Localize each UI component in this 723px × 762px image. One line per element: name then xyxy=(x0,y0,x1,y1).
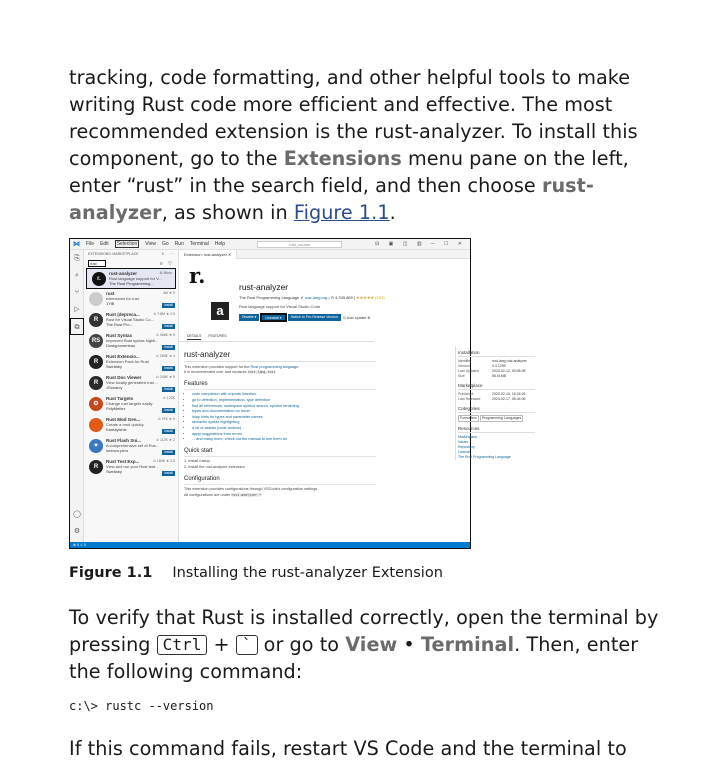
tab-details[interactable]: DETAILS xyxy=(187,334,202,338)
activity-bottom xyxy=(70,506,84,540)
resource-link[interactable]: The Rust Programming Language xyxy=(458,455,511,459)
activity-bar xyxy=(70,250,84,542)
readme-intro2-end: . xyxy=(275,370,277,375)
editor-area xyxy=(179,250,527,542)
intro-paragraph xyxy=(69,64,669,226)
extension-icon: R xyxy=(89,313,103,327)
extension-publisher: JScearcy xyxy=(106,385,123,390)
extension-tagline: Rust language support for Visual Studio Code xyxy=(239,304,321,309)
account-icon[interactable]: ◯ xyxy=(73,511,81,518)
list-item[interactable] xyxy=(84,352,178,373)
rust-analyzer-logo-box: a xyxy=(211,302,229,320)
list-item[interactable] xyxy=(84,310,178,331)
menu-edit[interactable]: Edit xyxy=(100,241,109,247)
trailing-paragraph: If this command fails, restart VS Code and the terminal to xyxy=(69,737,627,760)
extension-meta: ⊙ 122K xyxy=(162,396,175,400)
category-chip[interactable]: Programming Languages xyxy=(481,416,522,420)
install-button[interactable]: Install xyxy=(163,471,173,475)
info-key: Identifier xyxy=(458,359,472,363)
config-text2-pre: All configurations are under xyxy=(184,492,232,497)
feature-item: • inlay hints for types and parameter names xyxy=(192,415,376,421)
source-control-icon[interactable]: ⑂ xyxy=(74,289,80,296)
extension-search-input[interactable]: rust xyxy=(88,260,106,267)
title-bar xyxy=(70,239,470,250)
quick-step-2: 2. Install the rust-analyzer extension. xyxy=(184,464,246,469)
extension-description: Change rust targets easily xyxy=(106,401,153,406)
gear-icon[interactable]: ⚙ xyxy=(73,528,81,535)
intro-end: . xyxy=(389,201,396,224)
extension-side-info xyxy=(455,346,535,460)
category-chip[interactable]: Formatters xyxy=(460,416,477,420)
extension-icon: 🦀 xyxy=(89,418,103,432)
feature-item: • code completion with imports insertion xyxy=(192,392,376,398)
rust-analyzer-term: rust-analyzer xyxy=(69,174,594,224)
install-button[interactable]: Install xyxy=(163,366,173,370)
vendor-domain-link[interactable]: rust-lang.org xyxy=(304,295,328,300)
figure-label: Figure 1.1 xyxy=(69,565,153,581)
extension-header xyxy=(179,259,470,334)
install-button[interactable]: Install xyxy=(163,324,173,328)
rust-analyzer-logo: r. xyxy=(189,263,206,288)
extension-icon: R xyxy=(89,460,103,474)
categories xyxy=(458,415,535,422)
extension-description: Rust for Visual Studio Co... xyxy=(106,317,154,322)
extension-subtitle: The Rust Programming Language ✔ rust-lang.org | ⊙ 4,335,869 | ★★★★★ (231) xyxy=(239,295,385,300)
installation-heading: Installation xyxy=(458,350,535,357)
configuration-heading: Configuration xyxy=(184,477,376,486)
terminal-term: Terminal xyxy=(420,633,515,656)
feature-item: • semantic syntax highlighting xyxy=(192,420,376,426)
info-key: Published xyxy=(458,392,474,396)
features-heading: Features xyxy=(184,382,376,391)
command-center-search[interactable]: rust_course xyxy=(257,241,342,248)
quick-start-heading: Quick start xyxy=(184,449,376,458)
extension-publisher: The Rust Pro... xyxy=(106,322,133,327)
install-button[interactable]: Install xyxy=(163,345,173,349)
extension-meta: ⊙ 366K ★ 5 xyxy=(155,333,175,337)
extension-title: rust-analyzer xyxy=(239,282,289,292)
figure-caption-text: Installing the rust-analyzer Extension xyxy=(172,565,443,581)
extension-name: rust-analyzer xyxy=(109,271,138,276)
feature-item: • find all references, workspace symbol search, symbol renaming xyxy=(192,404,376,410)
extension-publisher: 1YiB xyxy=(106,301,115,306)
extension-meta: ⚙ 86ms xyxy=(159,271,172,275)
extension-publisher: Dustypomerleau xyxy=(106,343,136,348)
list-item[interactable] xyxy=(84,415,178,436)
extension-meta: ⊙ 97K ★ 5 xyxy=(157,417,175,421)
extension-actions xyxy=(239,314,370,321)
extension-icon: R xyxy=(89,376,103,390)
extension-meta: ⊙ 245K ★ 5 xyxy=(155,375,175,379)
sidebar-header xyxy=(84,250,178,259)
extension-search xyxy=(88,260,174,267)
detail-tabs xyxy=(179,334,374,342)
config-text-2 xyxy=(184,493,376,499)
window-buttons[interactable]: ⊟ ▣ ◫ ▥ ─ ☐ ✕ xyxy=(375,241,466,247)
tab-extension-rust-analyzer[interactable]: Extension: rust-analyzer ✕ xyxy=(179,250,237,259)
install-button[interactable]: Install xyxy=(163,450,173,454)
info-value: 0.3.1299 xyxy=(492,364,506,368)
extension-description: View locally generated rust ... xyxy=(106,380,159,385)
disable-button[interactable]: Disable ▾ xyxy=(239,314,259,321)
uninstall-button[interactable]: Uninstall ▾ xyxy=(261,314,285,321)
extension-icon: RS xyxy=(89,334,103,348)
feature-list xyxy=(184,392,376,442)
extension-icon: r. xyxy=(92,272,106,286)
quick-step-1: 1. Install rustup. xyxy=(184,459,211,464)
explorer-icon[interactable]: ⎘ xyxy=(74,255,80,262)
figure-caption xyxy=(69,565,443,581)
info-row xyxy=(458,397,535,402)
menu-help[interactable]: Help xyxy=(214,241,226,247)
extension-name: rust xyxy=(106,291,115,296)
menu-selection[interactable]: Selection xyxy=(116,241,138,247)
extension-item-rust-analyzer[interactable] xyxy=(86,268,176,289)
extension-name: Rust Mod Gen... xyxy=(106,417,141,422)
rust-language-link[interactable]: Rust programming language xyxy=(250,364,299,369)
categories-heading: Categories xyxy=(458,406,535,413)
extension-description: A comprehensive set of Rus... xyxy=(106,443,160,448)
verify-text-2: or go to xyxy=(257,633,346,656)
auto-update-checkbox[interactable]: ☑ Auto Update ⚙ xyxy=(342,315,371,320)
resource-link[interactable]: Marketplace xyxy=(458,435,478,439)
config-code: rust-analyzer.* xyxy=(231,492,262,497)
extension-publisher: Kamaylshie xyxy=(106,427,127,432)
verify-text: To verify that Rust is installed correctly, open the terminal by pressing xyxy=(69,606,659,656)
readme-code: rust-lang.rust xyxy=(247,370,276,375)
extension-description: extensions for rust xyxy=(106,296,139,301)
resource-link[interactable]: License xyxy=(458,450,471,454)
info-row xyxy=(458,374,535,379)
extension-name: Rust Doc Viewer xyxy=(106,375,142,380)
extension-publisher: Swellaby xyxy=(106,364,123,369)
install-count: ⊙ 4,335,869 xyxy=(330,295,353,300)
extension-icon: ✦ xyxy=(89,439,103,453)
switch-prerelease-button[interactable]: Switch to Pre-Release Version xyxy=(288,314,341,321)
list-item[interactable] xyxy=(84,289,178,310)
feature-item: • types and documentation on hover xyxy=(192,409,376,415)
extension-publisher: PolyMeilex xyxy=(106,406,126,411)
config-text2-end: . xyxy=(261,492,263,497)
extension-icon: R xyxy=(89,355,103,369)
verify-text-end: . Then, enter the following command: xyxy=(69,633,639,683)
install-button[interactable]: Install xyxy=(163,387,173,391)
config-text: This extension provides configurations through VSCode's configuration settings. xyxy=(184,487,319,492)
intro-text: tracking, code formatting, and other helpful tools to make writing Rust code more efficient and effective. The most recommended extension is the rust-analyzer. To install this component, go to the xyxy=(69,66,638,170)
extension-publisher: The Rust Programming... xyxy=(109,281,154,286)
info-value: 2023-02-12, 00:05:39 xyxy=(492,369,526,373)
extension-icon xyxy=(89,292,103,306)
feature-item: • a lot of assists (code actions) xyxy=(192,426,376,432)
figure-link[interactable]: Figure 1.1 xyxy=(293,201,390,224)
vendor-name[interactable]: The Rust Programming Language xyxy=(239,295,300,300)
extension-name: Rust Extensio... xyxy=(106,354,140,359)
figure-screenshot xyxy=(69,238,527,549)
resources-heading: Resources xyxy=(458,426,535,433)
marketplace-details xyxy=(458,392,535,402)
readme-intro-text: This extension provides support for the xyxy=(184,364,251,369)
info-value: 56.01MB xyxy=(492,374,507,378)
feature-item: • apply suggestions from errors xyxy=(192,432,376,438)
ctrl-key: Ctrl xyxy=(157,635,208,655)
vscode-window xyxy=(70,239,527,548)
tab-features[interactable]: FEATURES xyxy=(208,334,227,338)
info-value: 2023-02-17, 05:44:06 xyxy=(492,397,526,401)
extensions-term: Extensions xyxy=(283,147,402,170)
resource-link[interactable]: Issues xyxy=(458,440,469,444)
readme-title: rust-analyzer xyxy=(184,352,376,362)
extension-meta: ⊙ 7.8M ★ 2.5 xyxy=(153,312,175,316)
extension-publisher: Swellaby xyxy=(106,469,123,474)
view-term: View xyxy=(345,633,398,656)
readme-intro-end: . xyxy=(298,364,300,369)
readme-intro-2 xyxy=(184,370,376,376)
search-icon[interactable]: ⌕ xyxy=(75,272,79,279)
readme xyxy=(184,348,376,498)
list-item[interactable] xyxy=(84,331,178,352)
marketplace-heading: Marketplace xyxy=(458,383,535,390)
extension-description: Create a mod quickly xyxy=(106,422,144,427)
list-item[interactable] xyxy=(84,373,178,394)
list-item[interactable] xyxy=(84,394,178,415)
extension-meta: ⊙ 289K ★ 4 xyxy=(155,354,175,358)
verified-icon: ✔ xyxy=(300,295,304,300)
backtick-key: ` xyxy=(236,635,258,655)
install-button[interactable]: Install xyxy=(163,303,173,307)
installation-details xyxy=(458,359,535,379)
info-key: Last Released xyxy=(458,397,481,401)
sidebar-tools[interactable]: ↻ ⋯ xyxy=(161,252,175,256)
extension-meta: ⊙ 112K ★ 2 xyxy=(156,438,175,442)
run-debug-icon[interactable]: ▷ xyxy=(74,306,80,313)
extension-publisher: lorenzo.pirro xyxy=(106,448,129,453)
extension-icon: ⚙ xyxy=(89,397,103,411)
extensions-sidebar xyxy=(84,250,179,542)
intro-text-3: , as shown in xyxy=(161,201,294,224)
status-bar[interactable]: ⊗ 0 ⚠ 0 xyxy=(70,542,470,548)
extension-meta: ⊙ 184K ★ 3.5 xyxy=(152,459,175,463)
vscode-logo-icon: ⋈ xyxy=(73,241,80,248)
extension-name: Rust Test Exp... xyxy=(106,459,140,464)
info-value: rust-lang.rust-analyzer xyxy=(492,359,527,363)
menu-go[interactable]: Go xyxy=(162,241,169,247)
menu-separator: • xyxy=(397,633,421,656)
info-value: 2020-02-16, 16:24:26 xyxy=(492,392,526,396)
feature-item: • go to definition, implementation, type definition xyxy=(192,398,376,404)
info-key: Version xyxy=(458,364,470,368)
extensions-icon[interactable]: ⧉ xyxy=(70,318,84,335)
sidebar-title: EXTENSIONS: MARKETPLACE xyxy=(88,252,139,256)
command-code: c:\> rustc --version xyxy=(69,699,214,713)
extension-list xyxy=(84,268,178,478)
list-item[interactable] xyxy=(84,436,178,457)
extension-name: Rust Flash Sni... xyxy=(106,438,142,443)
menu-file[interactable]: File xyxy=(86,241,95,247)
extension-name: Rust (depreca... xyxy=(106,312,140,317)
info-key: Size xyxy=(458,374,465,378)
tab-bar xyxy=(179,250,470,259)
menu-view[interactable]: View xyxy=(145,241,157,247)
install-button[interactable]: Install xyxy=(163,408,173,412)
readme-intro2-text: It is recommended over and replaces xyxy=(184,370,248,375)
extension-meta: 4M ★ 5 xyxy=(163,291,175,295)
extension-name: Rust Syntax xyxy=(106,333,133,338)
resource-link[interactable]: Repository xyxy=(458,445,475,449)
rating-stars[interactable]: ★★★★★ (231) xyxy=(356,295,385,300)
info-key: Last Updated xyxy=(458,369,479,373)
menu-run[interactable]: Run xyxy=(174,241,184,247)
feature-item: • ... and many more, check out the manual to see them all xyxy=(192,437,376,443)
extension-name: Rust Targets xyxy=(106,396,134,401)
extension-description: Improved Rust syntax highli... xyxy=(106,338,159,343)
filter-icon[interactable]: ≡ ▽ xyxy=(159,260,174,267)
menu-terminal[interactable]: Terminal xyxy=(189,241,209,247)
extension-description: Extension Pack for Rust xyxy=(106,359,149,364)
list-item[interactable] xyxy=(84,457,178,478)
verify-paragraph xyxy=(69,604,669,685)
intro-text-2: menu pane on the left, enter “rust” in the search field, and then choose xyxy=(69,147,629,197)
extension-description: Rust language support for V... xyxy=(109,276,162,281)
plus-text: + xyxy=(207,633,236,656)
install-button[interactable]: Install xyxy=(163,429,173,433)
extension-description: View and run your Rust test... xyxy=(106,464,159,469)
